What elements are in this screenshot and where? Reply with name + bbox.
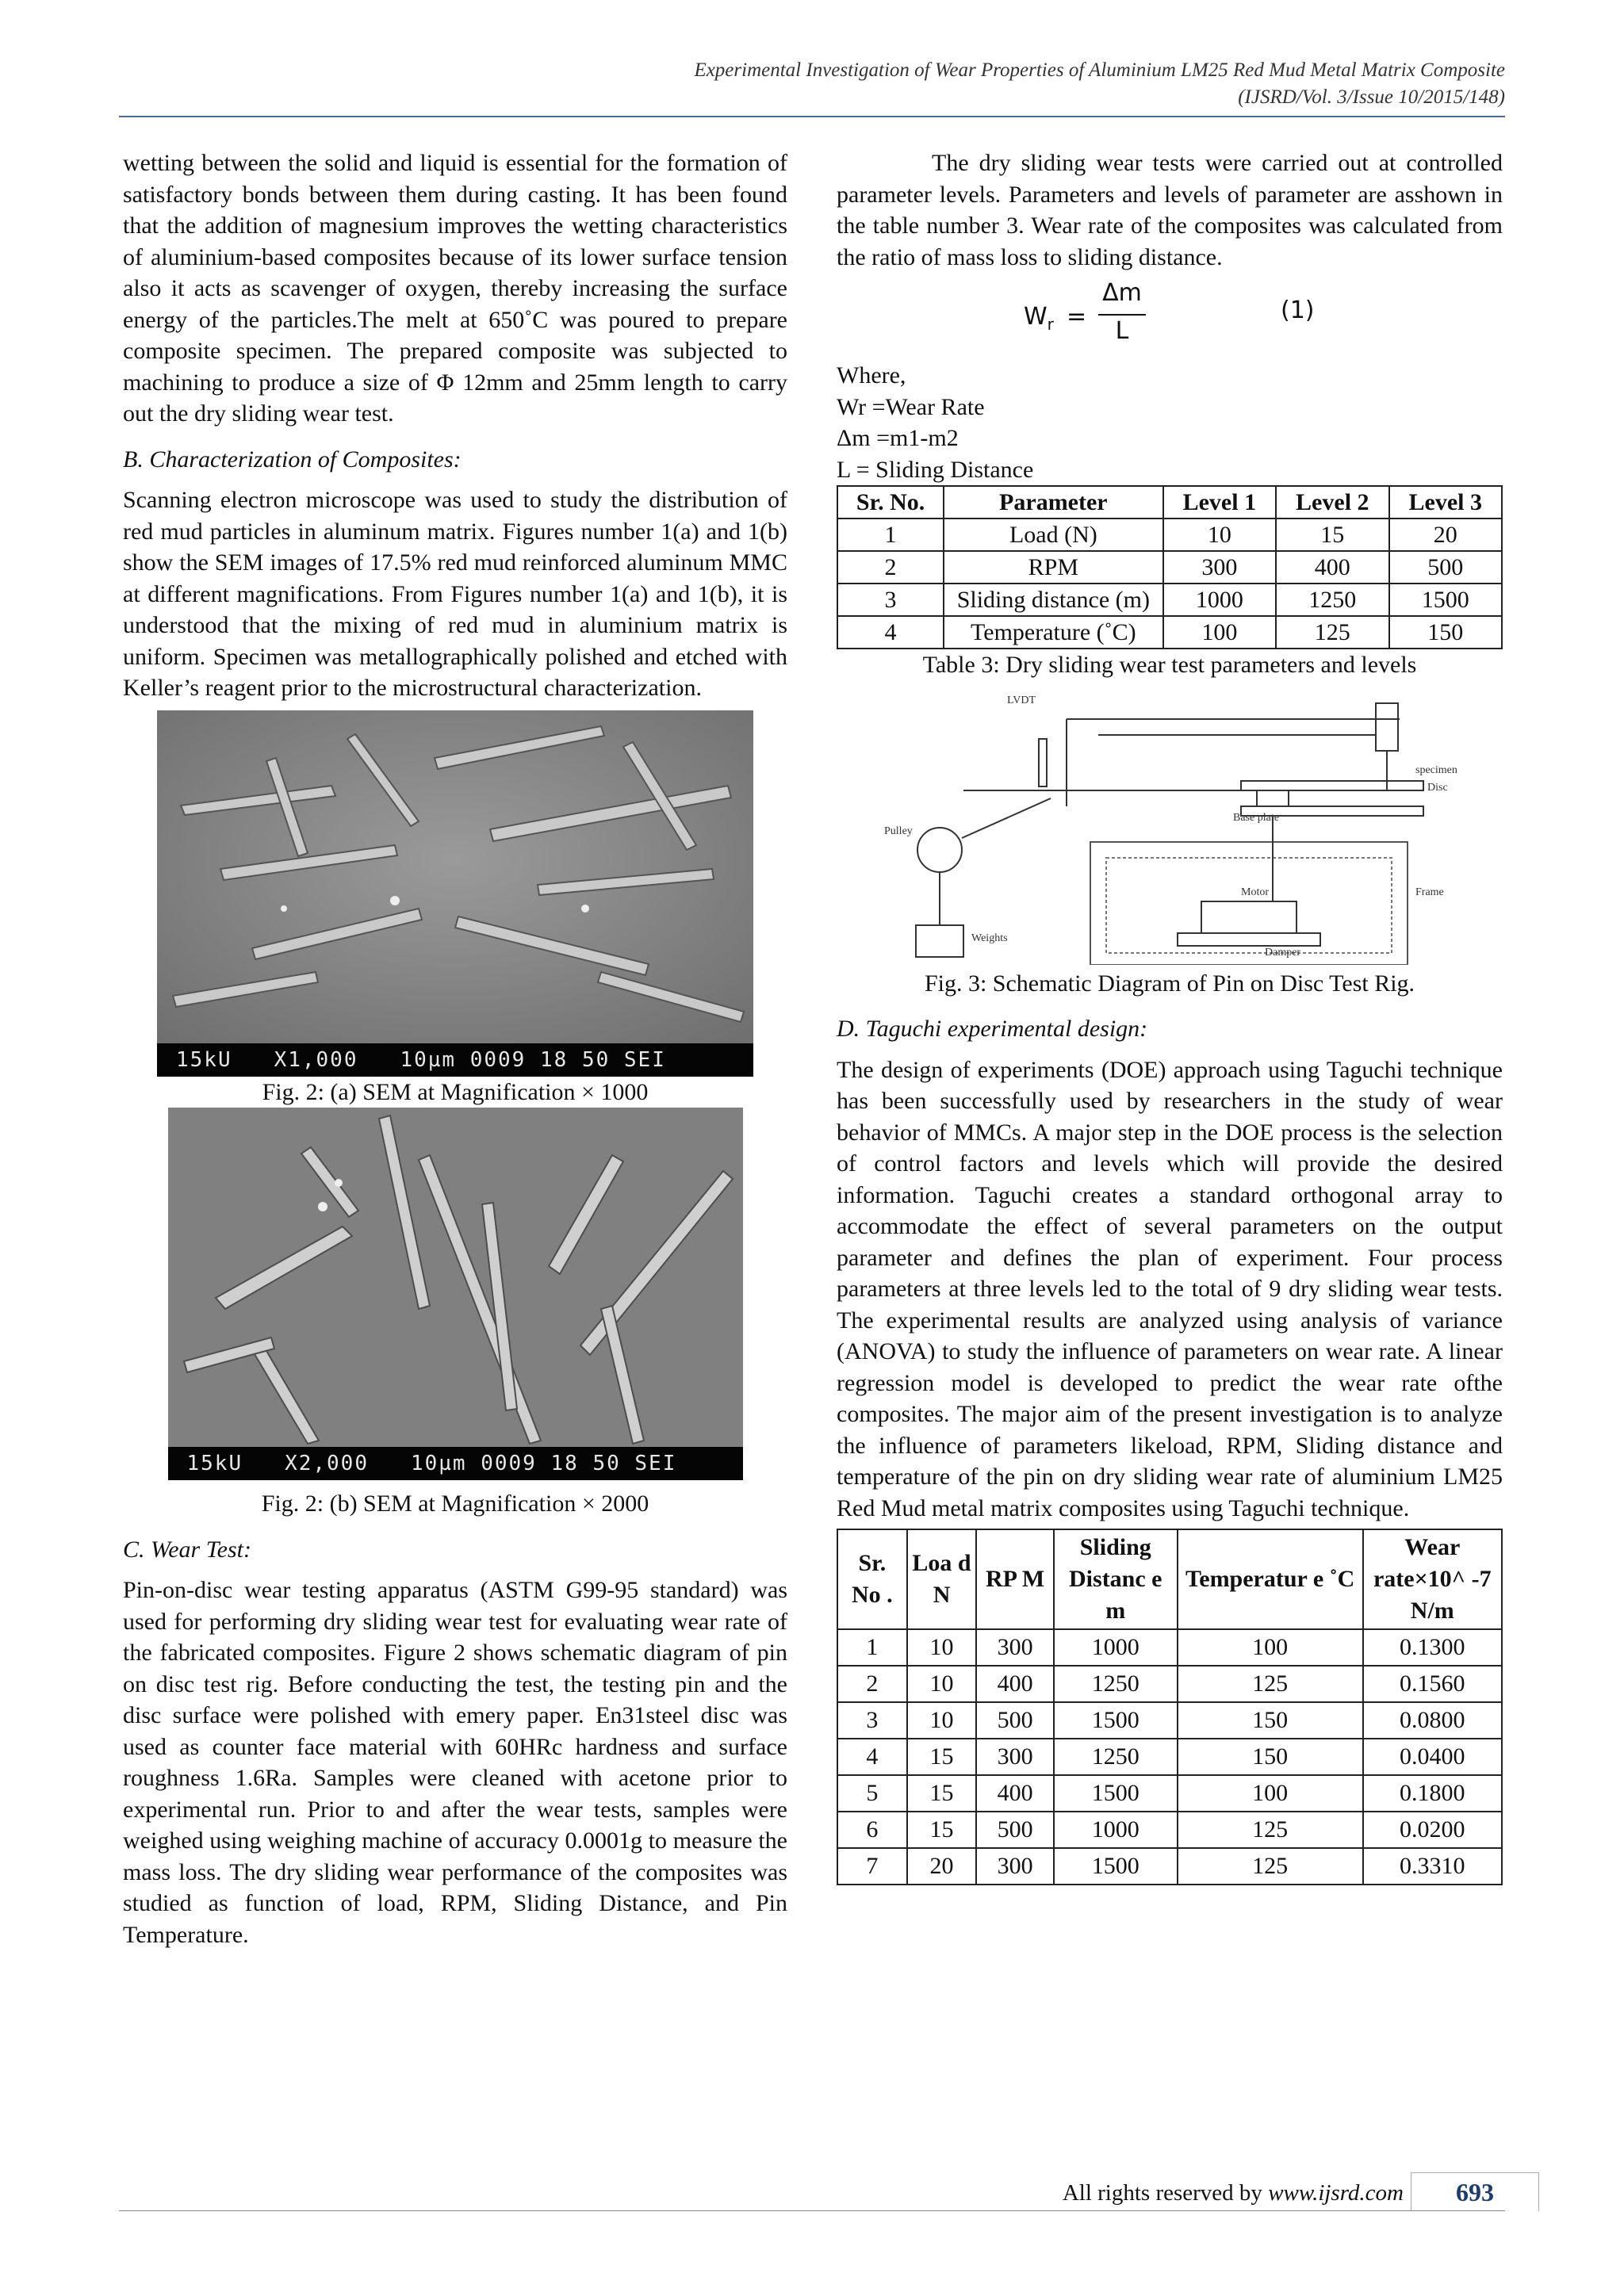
table4-header-row — [837, 1529, 1502, 1629]
left-column — [123, 147, 787, 1950]
table-cell: 100 — [1178, 1629, 1363, 1666]
page-number: 693 — [1411, 2172, 1539, 2211]
label-frame: Frame — [1415, 886, 1444, 898]
table-cell: 300 — [1163, 551, 1276, 584]
table-cell: 100 — [1178, 1775, 1363, 1812]
table-cell: 1000 — [1163, 584, 1276, 616]
table-cell: 5 — [837, 1775, 907, 1812]
table-cell: 300 — [976, 1739, 1053, 1775]
paragraph-wear-test: Pin-on-disc wear testing apparatus (ASTM G99-95 standard) was used for performing dry sliding wear test for evaluating wear rate of the fabricated composites. Figure 2 shows schematic diagram of pin on disc test rig. Before conducting the test, the testing pin and the disc surface were polished with emery paper. En31steel disc was used as counter face material with 60HRc hardness and surface roughness 1.6Ra. Samples were cleaned with acetone prior to experimental run. Prior to and after the wear tests, samples were weighed using weighing machine of accuracy 0.0001g to measure the mass loss. The dry sliding wear performance of the composites was studied as function of load, RPM, Sliding Distance, and Pin Temperature. — [123, 1577, 787, 1948]
sem-image-1000x — [157, 710, 753, 1077]
schematic-diagram — [868, 687, 1471, 965]
formula-lhs — [1024, 301, 1054, 341]
table4-header: Loa d N — [907, 1529, 977, 1629]
label-motor: Motor — [1241, 886, 1269, 898]
sem-micrograph-1 — [157, 710, 753, 1043]
table-cell: 10 — [1163, 519, 1276, 551]
footer-site-link[interactable]: www.ijsrd.com — [1268, 2180, 1404, 2206]
table4-header: Temperatur e ˚C — [1178, 1529, 1363, 1629]
table-cell: 150 — [1389, 616, 1502, 649]
formula-numerator: Δm — [1102, 279, 1142, 307]
table-cell: 4 — [837, 1739, 907, 1775]
header-citation: (IJSRD/Vol. 3/Issue 10/2015/148) — [1238, 86, 1505, 108]
table-cell: 15 — [1276, 519, 1388, 551]
table-cell: Temperature (˚C) — [944, 616, 1163, 649]
table-cell: 3 — [837, 584, 944, 616]
definition-wr: Wr =Wear Rate — [837, 393, 985, 420]
table-cell: 125 — [1178, 1812, 1363, 1848]
table-cell: 1250 — [1276, 584, 1388, 616]
table-cell: 0.3310 — [1363, 1848, 1502, 1885]
equation-1 — [837, 273, 1503, 360]
table-cell: 1500 — [1054, 1848, 1178, 1885]
label-disc: Disc — [1427, 781, 1448, 794]
table4-header: Sr. No . — [837, 1529, 907, 1629]
table-cell: 15 — [907, 1775, 977, 1812]
sem-databar-1: 15kU X1,000 10µm 0009 18 50 SEI — [157, 1043, 753, 1077]
table-row — [837, 1666, 1502, 1702]
table-cell: 1 — [837, 519, 944, 551]
table-cell: 100 — [1163, 616, 1276, 649]
table-cell: 0.1800 — [1363, 1775, 1502, 1812]
table-cell: 1250 — [1054, 1666, 1178, 1702]
table-cell: 10 — [907, 1629, 977, 1666]
table-cell: 150 — [1178, 1739, 1363, 1775]
table-cell: 125 — [1178, 1666, 1363, 1702]
running-header — [119, 57, 1505, 111]
table-row — [837, 551, 1502, 584]
label-specimen: specimen — [1415, 763, 1457, 776]
table-cell: 300 — [976, 1848, 1053, 1885]
formula-w: W — [1024, 303, 1048, 331]
where-label: Where, — [837, 362, 906, 388]
table-cell: 1250 — [1054, 1739, 1178, 1775]
formula-subscript: r — [1047, 315, 1054, 334]
definition-l: L = Sliding Distance — [837, 456, 1034, 483]
sem-image-2000x — [168, 1108, 743, 1480]
definition-dm: Δm =m1-m2 — [837, 425, 959, 451]
table-cell: 15 — [907, 1739, 977, 1775]
table-row — [837, 1812, 1502, 1848]
table-cell: 300 — [976, 1629, 1053, 1666]
table-cell: 0.1300 — [1363, 1629, 1502, 1666]
table-cell: 10 — [907, 1666, 977, 1702]
footer-divider — [119, 2210, 1505, 2211]
table4-header: Sliding Distanc e m — [1054, 1529, 1178, 1629]
table-experimental-results — [837, 1529, 1503, 1885]
table-cell: 500 — [1389, 551, 1502, 584]
table-cell: 1000 — [1054, 1629, 1178, 1666]
table-cell: Load (N) — [944, 519, 1163, 551]
table-parameters-levels — [837, 485, 1503, 649]
figure-caption-2b: Fig. 2: (b) SEM at Magnification × 2000 — [261, 1490, 649, 1517]
label-damper: Damper — [1265, 946, 1301, 959]
table-cell: 4 — [837, 616, 944, 649]
table-cell: 150 — [1178, 1702, 1363, 1739]
table-cell: 500 — [976, 1812, 1053, 1848]
table-cell: 15 — [907, 1812, 977, 1848]
figure-caption-3: Fig. 3: Schematic Diagram of Pin on Disc Test Rig. — [924, 970, 1415, 997]
paragraph-dry-sliding: The dry sliding wear tests were carried out at controlled parameter levels. Parameters and levels of parameter are asshown in the table number 3. Wear rate of the composites was calculated from the ratio of mass loss to sliding distance. — [837, 150, 1503, 270]
table4-header: Wear rate×10^ -7 N/m — [1363, 1529, 1502, 1629]
figure-caption-2a: Fig. 2: (a) SEM at Magnification × 1000 — [262, 1078, 649, 1105]
formula-denominator: L — [1115, 317, 1129, 345]
table-cell: 0.0400 — [1363, 1739, 1502, 1775]
formula-equals: = — [1067, 303, 1087, 331]
table-cell: 0.0200 — [1363, 1812, 1502, 1848]
table-cell: 20 — [907, 1848, 977, 1885]
section-heading-b: B. Characterization of Composites: — [123, 446, 462, 473]
table-cell: 7 — [837, 1848, 907, 1885]
label-lvdt: LVDT — [1007, 694, 1036, 706]
table-cell: 500 — [976, 1702, 1053, 1739]
label-base-plate: Base plate — [1233, 811, 1279, 824]
sem-micrograph-2 — [168, 1108, 743, 1447]
table-row — [837, 616, 1502, 649]
table3-header: Parameter — [944, 486, 1163, 519]
paragraph-taguchi: The design of experiments (DOE) approach using Taguchi technique has been successfully used by researchers in the study of wear behavior of MMCs. A major step in the DOE process is the selection of control factors and levels which will provide the desired information. Taguchi creates a standard orthogonal array to accommodate the effect of several parameters on the output parameter and defines the plan of experiment. Four process parameters at three levels led to the total of 9 dry sliding wear tests. The experimental results are analyzed using analysis of variance (ANOVA) to study the influence of parameters on wear rate. A linear regression model is developed to predict the wear rate ofthe composites. The major aim of the present investigation is to analyze the influence of parameters likeload, RPM, Sliding distance and temperature of the pin on dry sliding wear rate of aluminium LM25 Red Mud metal matrix composites using Taguchi technique. — [837, 1056, 1503, 1521]
table-row — [837, 1775, 1502, 1812]
sem-databar-2: 15kU X2,000 10µm 0009 18 50 SEI — [168, 1447, 743, 1480]
table-cell: 125 — [1276, 616, 1388, 649]
label-pulley: Pulley — [884, 825, 913, 837]
table-cell: 3 — [837, 1702, 907, 1739]
footer-rights — [1063, 2180, 1404, 2206]
table-cell: RPM — [944, 551, 1163, 584]
table-cell: 400 — [976, 1666, 1053, 1702]
table-cell: 20 — [1389, 519, 1502, 551]
table3-header: Level 3 — [1389, 486, 1502, 519]
table-cell: 1500 — [1389, 584, 1502, 616]
table4-header: RP M — [976, 1529, 1053, 1629]
table-cell: 1500 — [1054, 1775, 1178, 1812]
table-cell: 2 — [837, 551, 944, 584]
section-heading-c: C. Wear Test: — [123, 1536, 251, 1563]
table-cell: 2 — [837, 1666, 907, 1702]
header-title: Experimental Investigation of Wear Properties of Aluminium LM25 Red Mud Metal Matrix Composite — [694, 59, 1505, 81]
table-cell: 400 — [1276, 551, 1388, 584]
table-cell: 1500 — [1054, 1702, 1178, 1739]
table-cell: 0.0800 — [1363, 1702, 1502, 1739]
footer-rights-text: All rights reserved by — [1062, 2180, 1262, 2206]
header-divider — [119, 116, 1505, 117]
table-row — [837, 1702, 1502, 1739]
table-cell: 125 — [1178, 1848, 1363, 1885]
table-cell: 10 — [907, 1702, 977, 1739]
table-cell: 1 — [837, 1629, 907, 1666]
paragraph-characterization: Scanning electron microscope was used to study the distribution of red mud particles in aluminum matrix. Figures number 1(a) and 1(b) show the SEM images of 17.5% red mud reinforced aluminum MMC at different magnifications. From Figures number 1(a) and 1(b), it is understood that the mixing of red mud in aluminium matrix is uniform. Specimen was metallographically polished and etched with Keller’s reagent prior to the microstructural characterization. — [123, 487, 787, 701]
table-cell: 1000 — [1054, 1812, 1178, 1848]
section-heading-d: D. Taguchi experimental design: — [837, 1016, 1148, 1042]
table3-header-row — [837, 486, 1502, 519]
table-row — [837, 519, 1502, 551]
paragraph-wetting: wetting between the solid and liquid is essential for the formation of satisfactory bonds between them during casting. It has been found that the addition of magnesium improves the wetting characteristics of aluminium-based composites because of its lower surface tension also it acts as scavenger of oxygen, thereby increasing the surface energy of the particles.The melt at 650˚C was poured to prepare composite specimen. The prepared composite was subjected to machining to produce a size of Φ 12mm and 25mm length to carry out the dry sliding wear test. — [123, 150, 787, 427]
table3-header: Sr. No. — [837, 486, 944, 519]
right-column — [837, 147, 1503, 1885]
table-cell: 400 — [976, 1775, 1053, 1812]
table3-header: Level 2 — [1276, 486, 1388, 519]
label-weights: Weights — [971, 932, 1008, 944]
table-row — [837, 1848, 1502, 1885]
table-cell: 0.1560 — [1363, 1666, 1502, 1702]
table-row — [837, 1629, 1502, 1666]
table-row — [837, 584, 1502, 616]
table-cell: 6 — [837, 1812, 907, 1848]
table-caption-3: Table 3: Dry sliding wear test parameters and levels — [922, 652, 1417, 678]
table-row — [837, 1739, 1502, 1775]
table-cell: Sliding distance (m) — [944, 584, 1163, 616]
figure-pin-on-disc-rig — [868, 687, 1471, 965]
formula-number: (1) — [1281, 297, 1315, 324]
table3-header: Level 1 — [1163, 486, 1276, 519]
